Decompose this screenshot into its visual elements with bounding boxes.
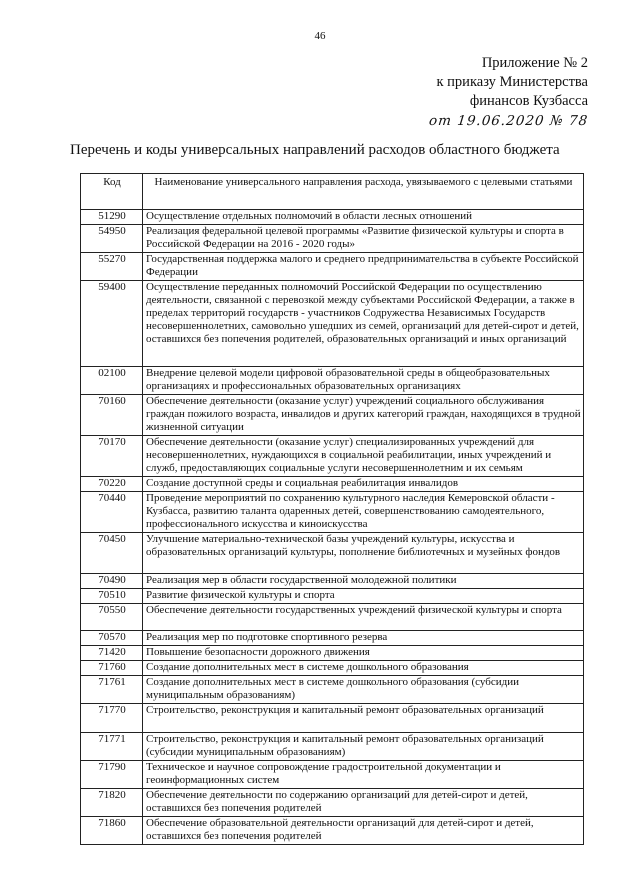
row-name: Обеспечение деятельности (оказание услуг) учреждений социального обслуживания граждан пожилого возраста, инвалидов и других категорий граждан, находящихся в трудной жизненной ситуации: [143, 395, 584, 436]
row-code: 70490: [81, 574, 143, 589]
appendix-block: [288, 54, 588, 131]
row-name: Обеспечение образовательной деятельности организаций для детей-сирот и детей, оставшихся без попечения родителей: [143, 817, 584, 845]
table-row: [81, 225, 584, 253]
row-code: 70510: [81, 589, 143, 604]
row-code: 55270: [81, 253, 143, 281]
row-name: Повышение безопасности дорожного движения: [143, 646, 584, 661]
row-code: 71760: [81, 661, 143, 676]
row-code: 59400: [81, 281, 143, 367]
row-name: Государственная поддержка малого и среднего предпринимательства в субъекте Российской Федерации: [143, 253, 584, 281]
row-code: 71770: [81, 704, 143, 733]
table-row: [81, 574, 584, 589]
row-code: 02100: [81, 367, 143, 395]
table-row: [81, 367, 584, 395]
row-name: Обеспечение деятельности по содержанию организаций для детей-сирот и детей, оставшихся без попечения родителей: [143, 789, 584, 817]
row-name: Внедрение целевой модели цифровой образовательной среды в общеобразовательных организациях и профессиональных образовательных организациях: [143, 367, 584, 395]
row-code: 70170: [81, 436, 143, 477]
row-code: 70440: [81, 492, 143, 533]
row-name: Строительство, реконструкция и капитальный ремонт образовательных организаций: [143, 704, 584, 733]
row-code: 71820: [81, 789, 143, 817]
row-name: Реализация федеральной целевой программы «Развитие физической культуры и спорта в Российской Федерации на 2016 - 2020 годы»: [143, 225, 584, 253]
table-row: [81, 733, 584, 761]
row-name: Создание доступной среды и социальная реабилитация инвалидов: [143, 477, 584, 492]
row-code: 70220: [81, 477, 143, 492]
row-name: Реализация мер в области государственной молодежной политики: [143, 574, 584, 589]
codes-table: [80, 173, 584, 845]
table-row: [81, 631, 584, 646]
row-code: 70160: [81, 395, 143, 436]
appendix-line-1: Приложение № 2: [481, 55, 588, 71]
header-code: Код: [81, 174, 143, 210]
row-name: Осуществление отдельных полномочий в области лесных отношений: [143, 210, 584, 225]
table-row: [81, 646, 584, 661]
header-name: Наименование универсального направления расхода, увязываемого с целевыми статьями: [143, 174, 584, 210]
document-title: Перечень и коды универсальных направлений расходов областного бюджета: [70, 142, 560, 158]
row-name: Улучшение материально-технической базы учреждений культуры, искусства и образовательных организаций культуры, пополнение библиотечных и музейных фондов: [143, 533, 584, 574]
table-row: [81, 253, 584, 281]
row-code: 71420: [81, 646, 143, 661]
table-row: [81, 281, 584, 367]
row-code: 70570: [81, 631, 143, 646]
row-name: Строительство, реконструкция и капитальный ремонт образовательных организаций (субсидии муниципальным образованиям): [143, 733, 584, 761]
row-name: Осуществление переданных полномочий Российской Федерации по осуществлению деятельности, связанной с перевозкой между субъектами Российской Федерации, а также в пределах территорий государств - участников Содружества Независимых Государств несовершеннолетних, самовольно ушедших из семей, организаций для детей-сирот и детей, оставшихся без попечения родителей, образовательных организаций и иных организаций: [143, 281, 584, 367]
row-code: 54950: [81, 225, 143, 253]
table-row: [81, 477, 584, 492]
table-row: [81, 210, 584, 225]
row-code: 71860: [81, 817, 143, 845]
table-row: [81, 761, 584, 789]
row-name: Техническое и научное сопровождение градостроительной документации и геоинформационных систем: [143, 761, 584, 789]
table-row: [81, 789, 584, 817]
row-code: 71761: [81, 676, 143, 704]
table-row: [81, 661, 584, 676]
row-code: 70450: [81, 533, 143, 574]
table-row: [81, 492, 584, 533]
table-header-row: [81, 174, 584, 210]
row-name: Обеспечение деятельности (оказание услуг) специализированных учреждений для несовершеннолетних, нуждающихся в социальной реабилитации, иных учреждений и служб, предоставляющих социальные услуги несовершеннолетним и их семьям: [143, 436, 584, 477]
row-name: Создание дополнительных мест в системе дошкольного образования (субсидии муниципальным образованиям): [143, 676, 584, 704]
row-code: 71790: [81, 761, 143, 789]
handwritten-date-number: от 19.06.2020 № 78: [428, 113, 589, 129]
row-code: 51290: [81, 210, 143, 225]
page-number: 46: [314, 30, 326, 42]
row-name: Обеспечение деятельности государственных учреждений физической культуры и спорта: [143, 604, 584, 631]
table-body: [81, 210, 584, 845]
table-row: [81, 395, 584, 436]
appendix-line-2: к приказу Министерства: [436, 74, 588, 90]
row-name: Развитие физической культуры и спорта: [143, 589, 584, 604]
row-name: Реализация мер по подготовке спортивного резерва: [143, 631, 584, 646]
table-row: [81, 589, 584, 604]
table-row: [81, 704, 584, 733]
table-row: [81, 676, 584, 704]
row-code: 71771: [81, 733, 143, 761]
table-row: [81, 817, 584, 845]
table-row: [81, 604, 584, 631]
table-row: [81, 533, 584, 574]
row-name: Проведение мероприятий по сохранению культурного наследия Кемеровской области - Кузбасса, развитию таланта одаренных детей, совершенствованию самодеятельного, профессионального искусства и киноискусства: [143, 492, 584, 533]
row-code: 70550: [81, 604, 143, 631]
table-row: [81, 436, 584, 477]
appendix-line-3: финансов Кузбасса: [469, 93, 588, 109]
row-name: Создание дополнительных мест в системе дошкольного образования: [143, 661, 584, 676]
